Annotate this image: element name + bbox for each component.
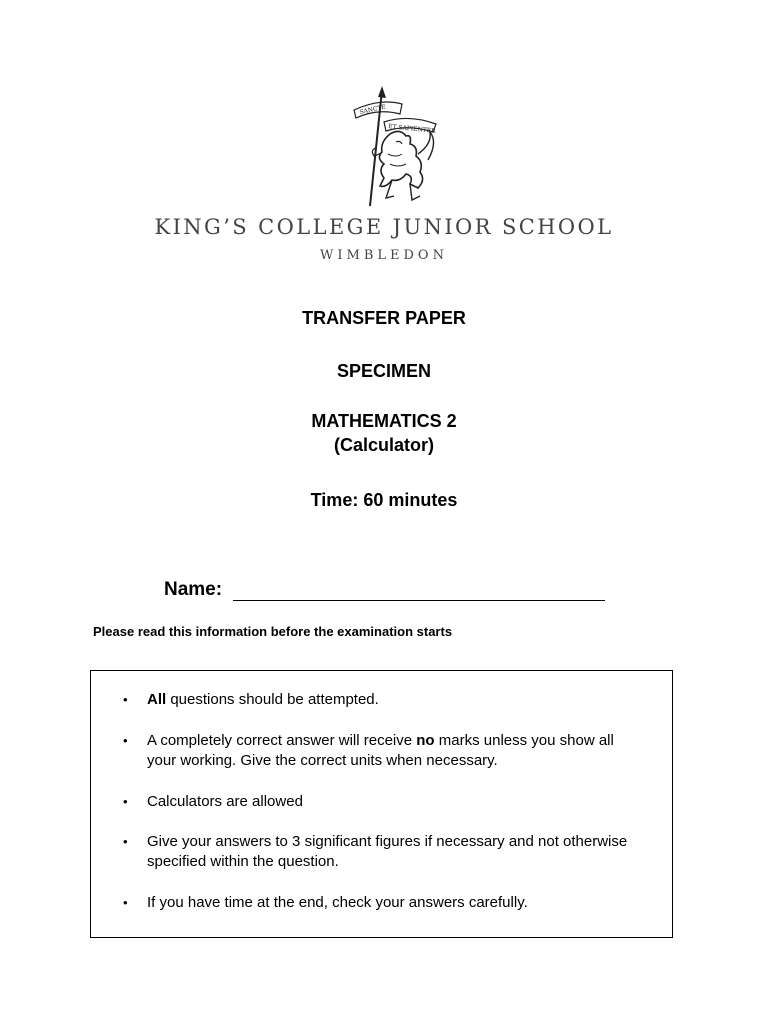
subject-title: MATHEMATICS 2 — [311, 411, 457, 431]
motto-top-text: SANCTE — [358, 103, 387, 116]
school-crest-logo — [340, 84, 455, 209]
instruction-item — [123, 690, 643, 710]
instruction-text: marks unless you show all your working. Give the correct units when necessary. — [147, 732, 614, 769]
instruction-item — [123, 893, 643, 913]
instruction-text: If you have time at the end, check your answers carefully. — [147, 894, 528, 911]
instructions-notice: Please read this information before the examination starts — [93, 624, 453, 639]
school-location: WIMBLEDON — [320, 248, 448, 263]
instruction-emphasis: All — [147, 691, 167, 708]
time-allowed: Time: 60 minutes — [310, 490, 458, 510]
instruction-item — [123, 832, 643, 872]
instruction-text: Give your answers to 3 significant figures if necessary and not otherwise specified within the question. — [147, 833, 628, 870]
name-input-line[interactable] — [233, 600, 605, 601]
bullet-icon: • — [123, 834, 128, 849]
instruction-item — [123, 792, 643, 812]
instruction-text: Calculators are allowed — [147, 793, 303, 810]
bullet-icon: • — [123, 794, 128, 809]
school-name: KING’S COLLEGE JUNIOR SCHOOL — [154, 215, 614, 239]
bullet-icon: • — [123, 692, 128, 707]
bullet-icon: • — [123, 895, 128, 910]
instruction-text: A completely correct answer will receive — [147, 732, 417, 749]
paper-title: TRANSFER PAPER — [302, 308, 466, 328]
instruction-item — [123, 731, 643, 771]
bullet-icon: • — [123, 733, 128, 748]
name-label: Name: — [164, 579, 223, 600]
instruction-text: questions should be attempted. — [166, 691, 379, 708]
instruction-emphasis: no — [416, 732, 435, 749]
specimen-label: SPECIMEN — [336, 361, 432, 381]
subject-note: (Calculator) — [333, 435, 434, 455]
instructions-box — [90, 670, 673, 938]
motto-bottom-text: ET SAPIENTER — [387, 123, 436, 135]
